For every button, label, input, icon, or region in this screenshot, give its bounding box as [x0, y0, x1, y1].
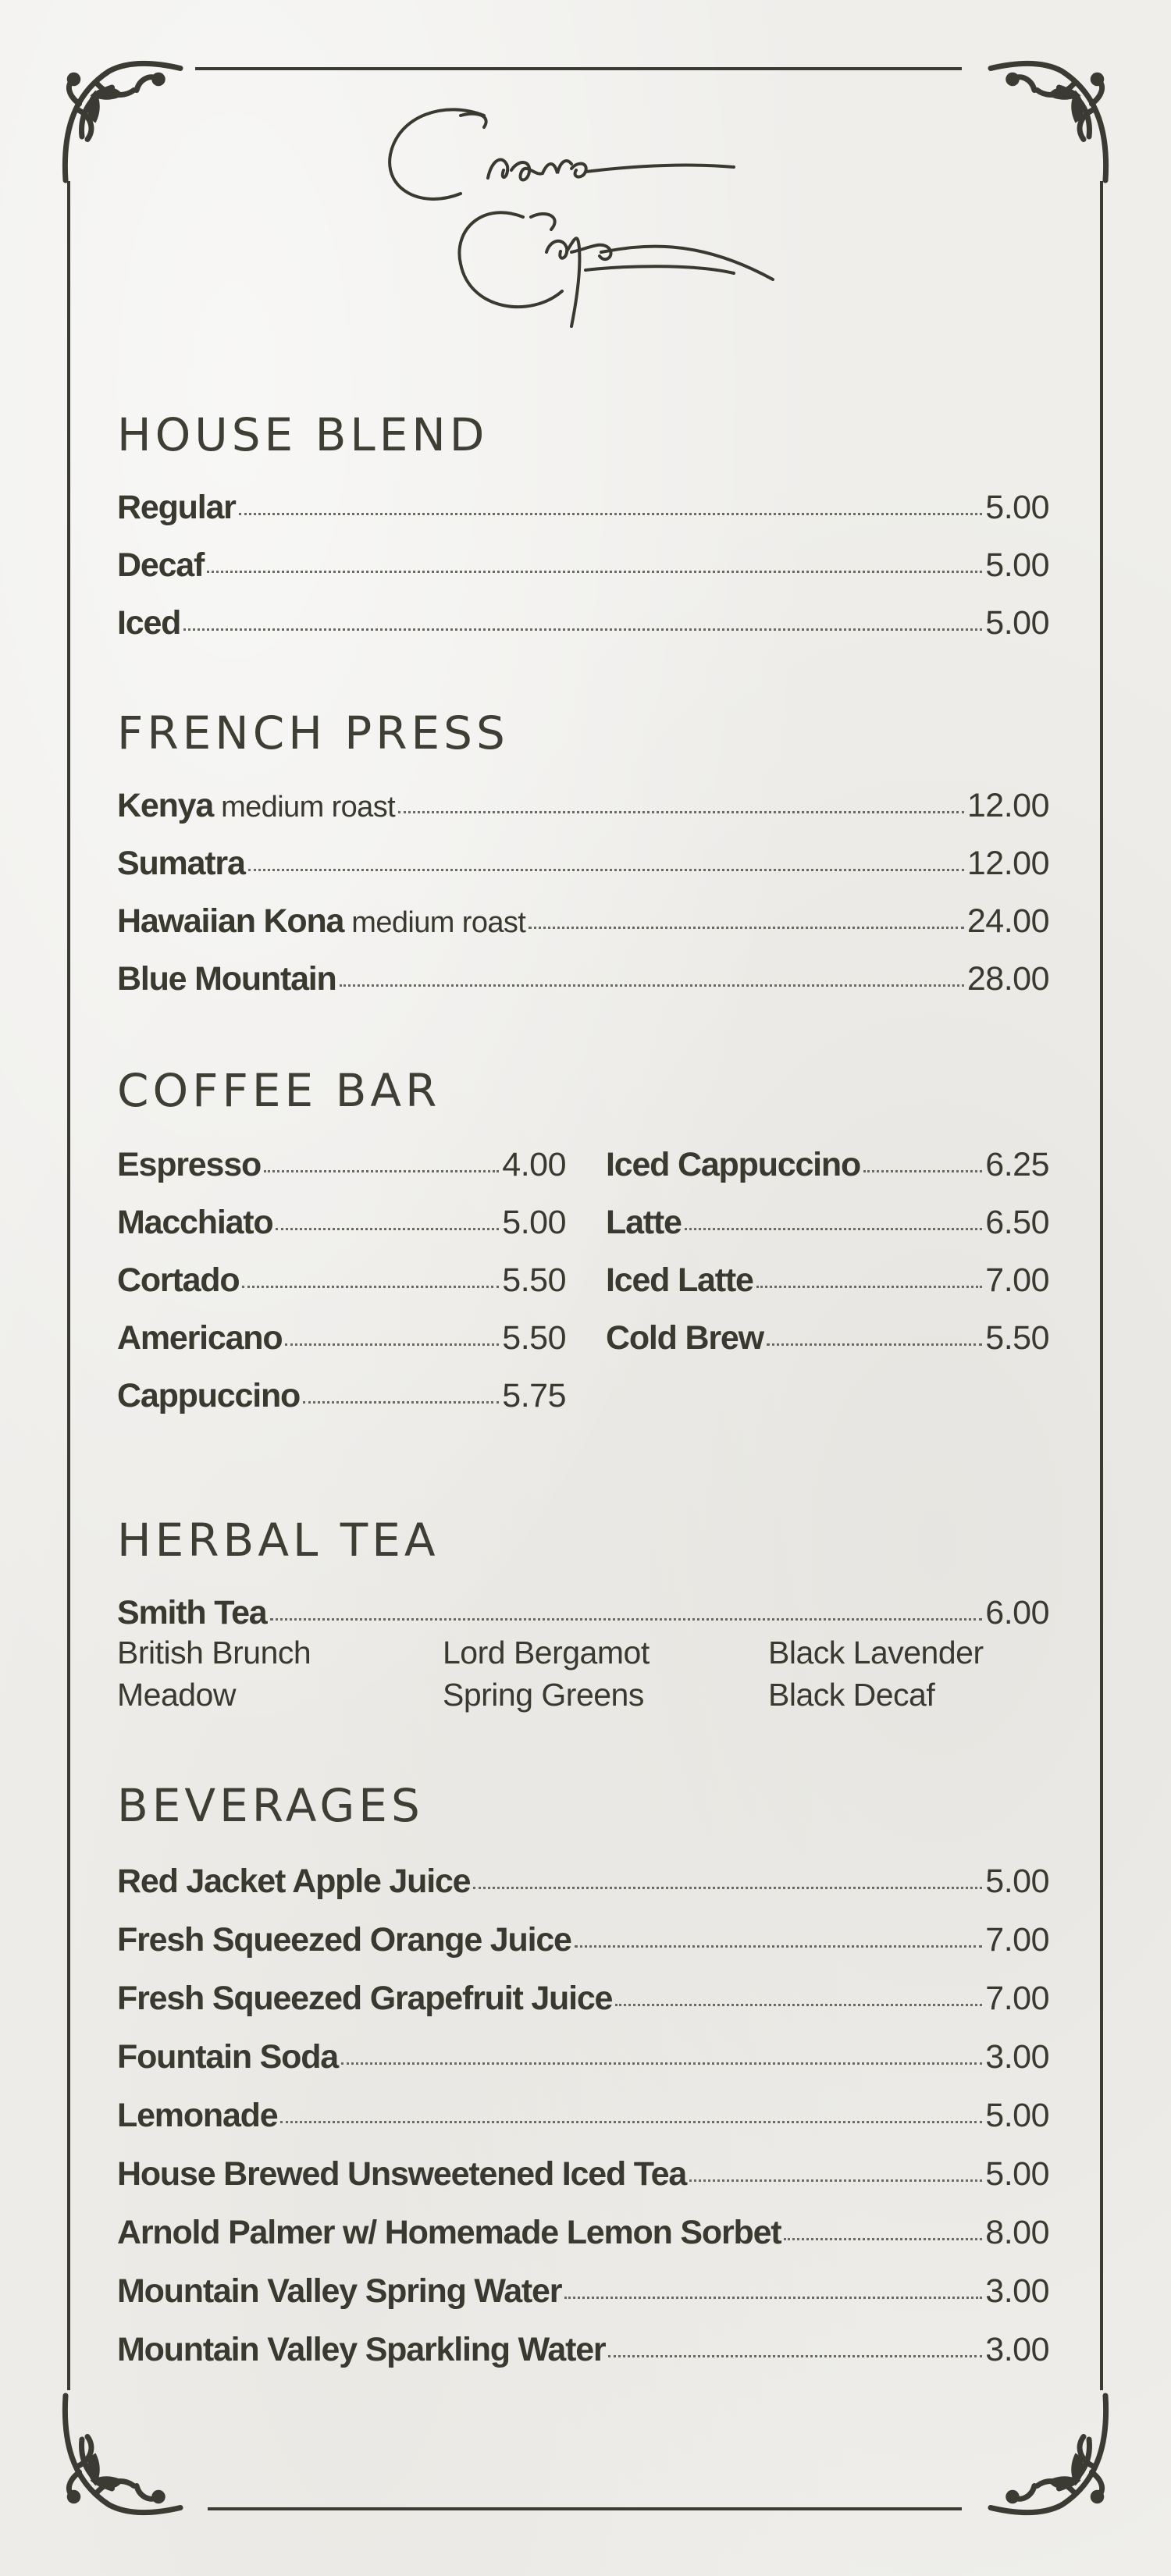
ornament-top-left-icon [55, 55, 191, 191]
dot-leader [529, 923, 964, 929]
menu-item-kenya [117, 782, 1049, 829]
item-price: 5.00 [985, 2097, 1049, 2134]
dot-leader [276, 1225, 499, 1230]
item-name: Arnold Palmer w/ Homemade Lemon Sorbet [117, 2214, 781, 2251]
menu-item-iced-cappuccino [606, 1141, 1049, 1188]
item-price: 3.00 [985, 2331, 1049, 2368]
menu-item-iced-latte [606, 1257, 1049, 1304]
item-name: House Brewed Unsweetened Iced Tea [117, 2155, 687, 2193]
dot-leader [767, 1340, 982, 1346]
item-price: 7.00 [985, 1921, 1049, 1959]
item-price: 12.00 [966, 845, 1049, 882]
dot-leader [280, 2118, 982, 2123]
dot-leader [303, 1398, 499, 1404]
menu-item-fountain-soda [117, 2033, 1049, 2080]
item-name: Kenya [117, 787, 214, 824]
item-price: 5.00 [985, 604, 1049, 642]
item-price: 5.00 [985, 546, 1049, 584]
menu-item-iced-tea [117, 2151, 1049, 2197]
item-price: 3.00 [985, 2038, 1049, 2076]
item-price: 4.00 [502, 1146, 566, 1183]
item-name: Fountain Soda [117, 2038, 338, 2076]
item-name: Fresh Squeezed Grapefruit Juice [117, 1980, 613, 2017]
menu-item-decaf [117, 542, 1049, 589]
tea-flavor: Black Decaf [768, 1677, 935, 1713]
dot-leader [689, 2176, 982, 2182]
dot-leader [398, 808, 964, 813]
menu-item-arnold-palmer [117, 2209, 1049, 2256]
item-price: 6.25 [985, 1146, 1049, 1183]
dot-leader [564, 2293, 982, 2299]
menu-item-iced [117, 600, 1049, 646]
section-title-french-press: FRENCH PRESS [117, 706, 509, 760]
item-name: Iced Cappuccino [606, 1146, 861, 1183]
ornament-top-right-icon [980, 55, 1116, 191]
menu-item-sparkling-water [117, 2326, 1049, 2373]
item-name: Regular [117, 489, 236, 526]
item-name: Latte [606, 1204, 682, 1241]
item-name: Iced [117, 604, 181, 642]
tea-flavor: Black Lavender [768, 1635, 984, 1670]
frame-bottom-line [208, 2507, 962, 2510]
item-price: 5.00 [502, 1204, 566, 1241]
frame-right-line [1100, 181, 1103, 2390]
frame-top-line [195, 67, 962, 70]
item-price: 5.50 [502, 1261, 566, 1299]
dot-leader [285, 1340, 499, 1346]
item-price: 6.50 [985, 1204, 1049, 1241]
item-name: Cortado [117, 1261, 240, 1299]
item-name: Lemonade [117, 2097, 278, 2134]
item-name: Hawaiian Kona [117, 902, 344, 940]
menu-item-sumatra [117, 840, 1049, 887]
item-name: Fresh Squeezed Orange Juice [117, 1921, 571, 1959]
menu-item-cold-brew [606, 1315, 1049, 1361]
ornament-bottom-left-icon [55, 2385, 191, 2521]
dot-leader [473, 1884, 982, 1889]
tea-flavor: Meadow [117, 1677, 236, 1713]
tea-flavor: Lord Bergamot [443, 1635, 650, 1670]
ornament-bottom-right-icon [980, 2385, 1116, 2521]
dot-leader [575, 1942, 983, 1948]
dot-leader [248, 866, 964, 871]
item-name: Americano [117, 1319, 283, 1357]
item-name: Mountain Valley Sparkling Water [117, 2331, 606, 2368]
item-name: Decaf [117, 546, 205, 584]
menu-item-regular [117, 484, 1049, 531]
item-price: 3.00 [985, 2272, 1049, 2310]
tea-flavor: Spring Greens [443, 1677, 644, 1713]
item-name: Mountain Valley Spring Water [117, 2272, 562, 2310]
dot-leader [863, 1167, 982, 1172]
item-price: 5.50 [502, 1319, 566, 1357]
item-price: 7.00 [985, 1261, 1049, 1299]
item-price: 28.00 [966, 960, 1049, 998]
section-title-herbal-tea: HERBAL TEA [117, 1514, 440, 1567]
item-name: Macchiato [117, 1204, 273, 1241]
item-price: 12.00 [966, 787, 1049, 824]
dot-leader [183, 625, 982, 631]
menu-item-grapefruit-juice [117, 1975, 1049, 2022]
menu-item-latte [606, 1199, 1049, 1246]
section-title-coffee-bar: COFFEE BAR [117, 1064, 441, 1117]
section-title-beverages: BEVERAGES [117, 1779, 424, 1832]
dot-leader [207, 568, 982, 573]
item-name: Iced Latte [606, 1261, 753, 1299]
item-price: 5.75 [502, 1377, 566, 1414]
crave-cafe-logo [367, 92, 804, 350]
dot-leader [242, 1283, 499, 1288]
dot-leader [341, 2059, 982, 2065]
menu-item-cappuccino [117, 1372, 566, 1419]
dot-leader [340, 981, 964, 987]
item-name: Cappuccino [117, 1377, 301, 1414]
menu-item-hawaiian-kona [117, 898, 1049, 945]
dot-leader [756, 1283, 983, 1288]
item-name: Smith Tea [117, 1594, 267, 1631]
item-price: 24.00 [966, 902, 1049, 940]
menu-item-orange-juice [117, 1916, 1049, 1963]
item-name: Espresso [117, 1146, 262, 1183]
item-price: 7.00 [985, 1980, 1049, 2017]
item-name: Cold Brew [606, 1319, 763, 1357]
menu-item-lemonade [117, 2092, 1049, 2139]
item-price: 5.00 [985, 1863, 1049, 1900]
menu-item-americano [117, 1315, 566, 1361]
frame-left-line [67, 181, 70, 2390]
dot-leader [270, 1615, 983, 1621]
dot-leader [784, 2235, 982, 2240]
dot-leader [264, 1167, 499, 1172]
item-price: 5.00 [985, 489, 1049, 526]
menu-item-macchiato [117, 1199, 566, 1246]
section-title-house-blend: HOUSE BLEND [117, 408, 489, 461]
menu-item-smith-tea [117, 1589, 1049, 1636]
item-name: Blue Mountain [117, 960, 336, 998]
item-price: 5.50 [985, 1319, 1049, 1357]
item-price: 6.00 [985, 1594, 1049, 1631]
tea-flavor: British Brunch [117, 1635, 311, 1670]
item-name: Red Jacket Apple Juice [117, 1863, 471, 1900]
menu-item-apple-juice [117, 1858, 1049, 1905]
menu-item-blue-mountain [117, 955, 1049, 1002]
dot-leader [608, 2352, 982, 2357]
item-price: 8.00 [985, 2214, 1049, 2251]
item-price: 5.00 [985, 2155, 1049, 2193]
item-note: medium roast [221, 791, 396, 824]
item-name: Sumatra [117, 845, 245, 882]
item-note: medium roast [351, 906, 526, 939]
dot-leader [615, 2001, 982, 2006]
menu-item-cortado [117, 1257, 566, 1304]
dot-leader [239, 510, 983, 515]
dot-leader [685, 1225, 983, 1230]
menu-item-espresso [117, 1141, 566, 1188]
menu-item-spring-water [117, 2268, 1049, 2314]
